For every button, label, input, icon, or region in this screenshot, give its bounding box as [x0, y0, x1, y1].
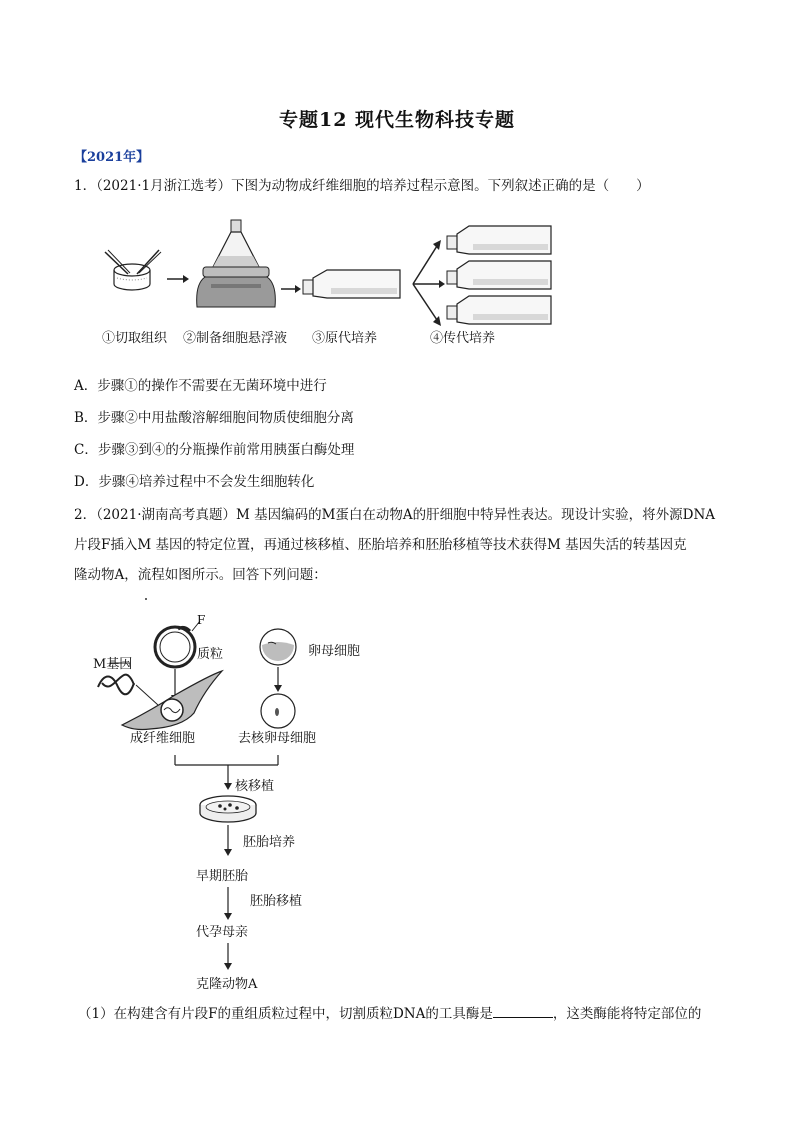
culture-process-figure [95, 212, 565, 332]
subquestion-1-text-b: ，这类酶能将特定部位的 [552, 1006, 702, 1022]
label-oocyte: 卵母细胞 [308, 644, 361, 659]
label-plasmid: 质粒 [197, 647, 224, 662]
option-c: C．步骤③到④的分瓶操作前常用胰蛋白酶处理 [74, 442, 355, 458]
culture-bottle-icon [447, 261, 551, 289]
year-heading [74, 146, 149, 165]
subquestion-1-text-a: （1）在构建含有片段F的重组质粒过程中，切割质粒DNA的工具酶是 [78, 1006, 493, 1022]
petri-dish-icon [200, 796, 256, 822]
fig-label-step1: ①切取组织 [102, 331, 168, 346]
subquestion-1 [78, 1003, 701, 1024]
oocyte-icon [260, 629, 296, 665]
option-b: B．步骤②中用盐酸溶解细胞间物质使细胞分离 [74, 410, 354, 426]
label-embryo-transfer: 胚胎移植 [250, 894, 303, 909]
label-fibroblast: 成纤维细胞 [130, 731, 196, 746]
branch-arrows-icon [413, 246, 439, 320]
culture-bottle-icon [447, 226, 551, 254]
option-a: A．步骤①的操作不需要在无菌环境中进行 [74, 378, 327, 394]
culture-bottle-icon [447, 296, 551, 324]
label-enucleated-oocyte: 去核卵母细胞 [238, 731, 317, 746]
question-2-line-2: 片段F插入M 基因的特定位置，再通过核移植、胚胎培养和胚胎移植等技术获得M 基因失活的转基因克 [74, 537, 687, 553]
label-f: F [197, 613, 206, 627]
answer-blank[interactable] [493, 1003, 553, 1018]
flask-stirrer-icon [197, 220, 276, 307]
fig-label-step2: ②制备细胞悬浮液 [183, 331, 288, 346]
question-1-stem: 1．（2021·1月浙江选考）下图为动物成纤维细胞的培养过程示意图。下列叙述正确的是（ ） [74, 178, 650, 194]
label-surrogate: 代孕母亲 [196, 925, 249, 940]
question-2-line-3: 隆动物A，流程如图所示。回答下列问题： [74, 567, 327, 583]
label-nuclear-transfer: 核移植 [235, 779, 275, 794]
culture-bottle-icon [303, 270, 400, 298]
fig-label-step3: ③原代培养 [312, 331, 378, 346]
label-clone-animal: 克隆动物A [196, 977, 258, 992]
question-2-stem [74, 500, 724, 590]
fibroblast-icon [122, 671, 222, 730]
option-d: D．步骤④培养过程中不会发生细胞转化 [74, 474, 315, 490]
arrow-icon [281, 285, 301, 293]
label-embryo-culture: 胚胎培养 [243, 835, 296, 850]
dish-with-tweezers-icon [105, 250, 161, 290]
plasmid-icon [155, 621, 200, 667]
label-early-embryo: 早期胚胎 [196, 869, 249, 884]
arrow-icon [167, 275, 189, 283]
enucleated-oocyte-icon [261, 694, 295, 728]
question-2-line-1: 2．（2021·湖南高考真题）M 基因编码的M蛋白在动物A的肝细胞中特异性表达。现设计实验，将外源DNA [74, 507, 716, 523]
fig-label-step4: ④传代培养 [430, 331, 496, 346]
label-m-gene: M基因 [93, 657, 133, 672]
page-title: 专题12 现代生物科技专题 [278, 109, 516, 131]
year-label: 【2021年】 [74, 150, 150, 165]
